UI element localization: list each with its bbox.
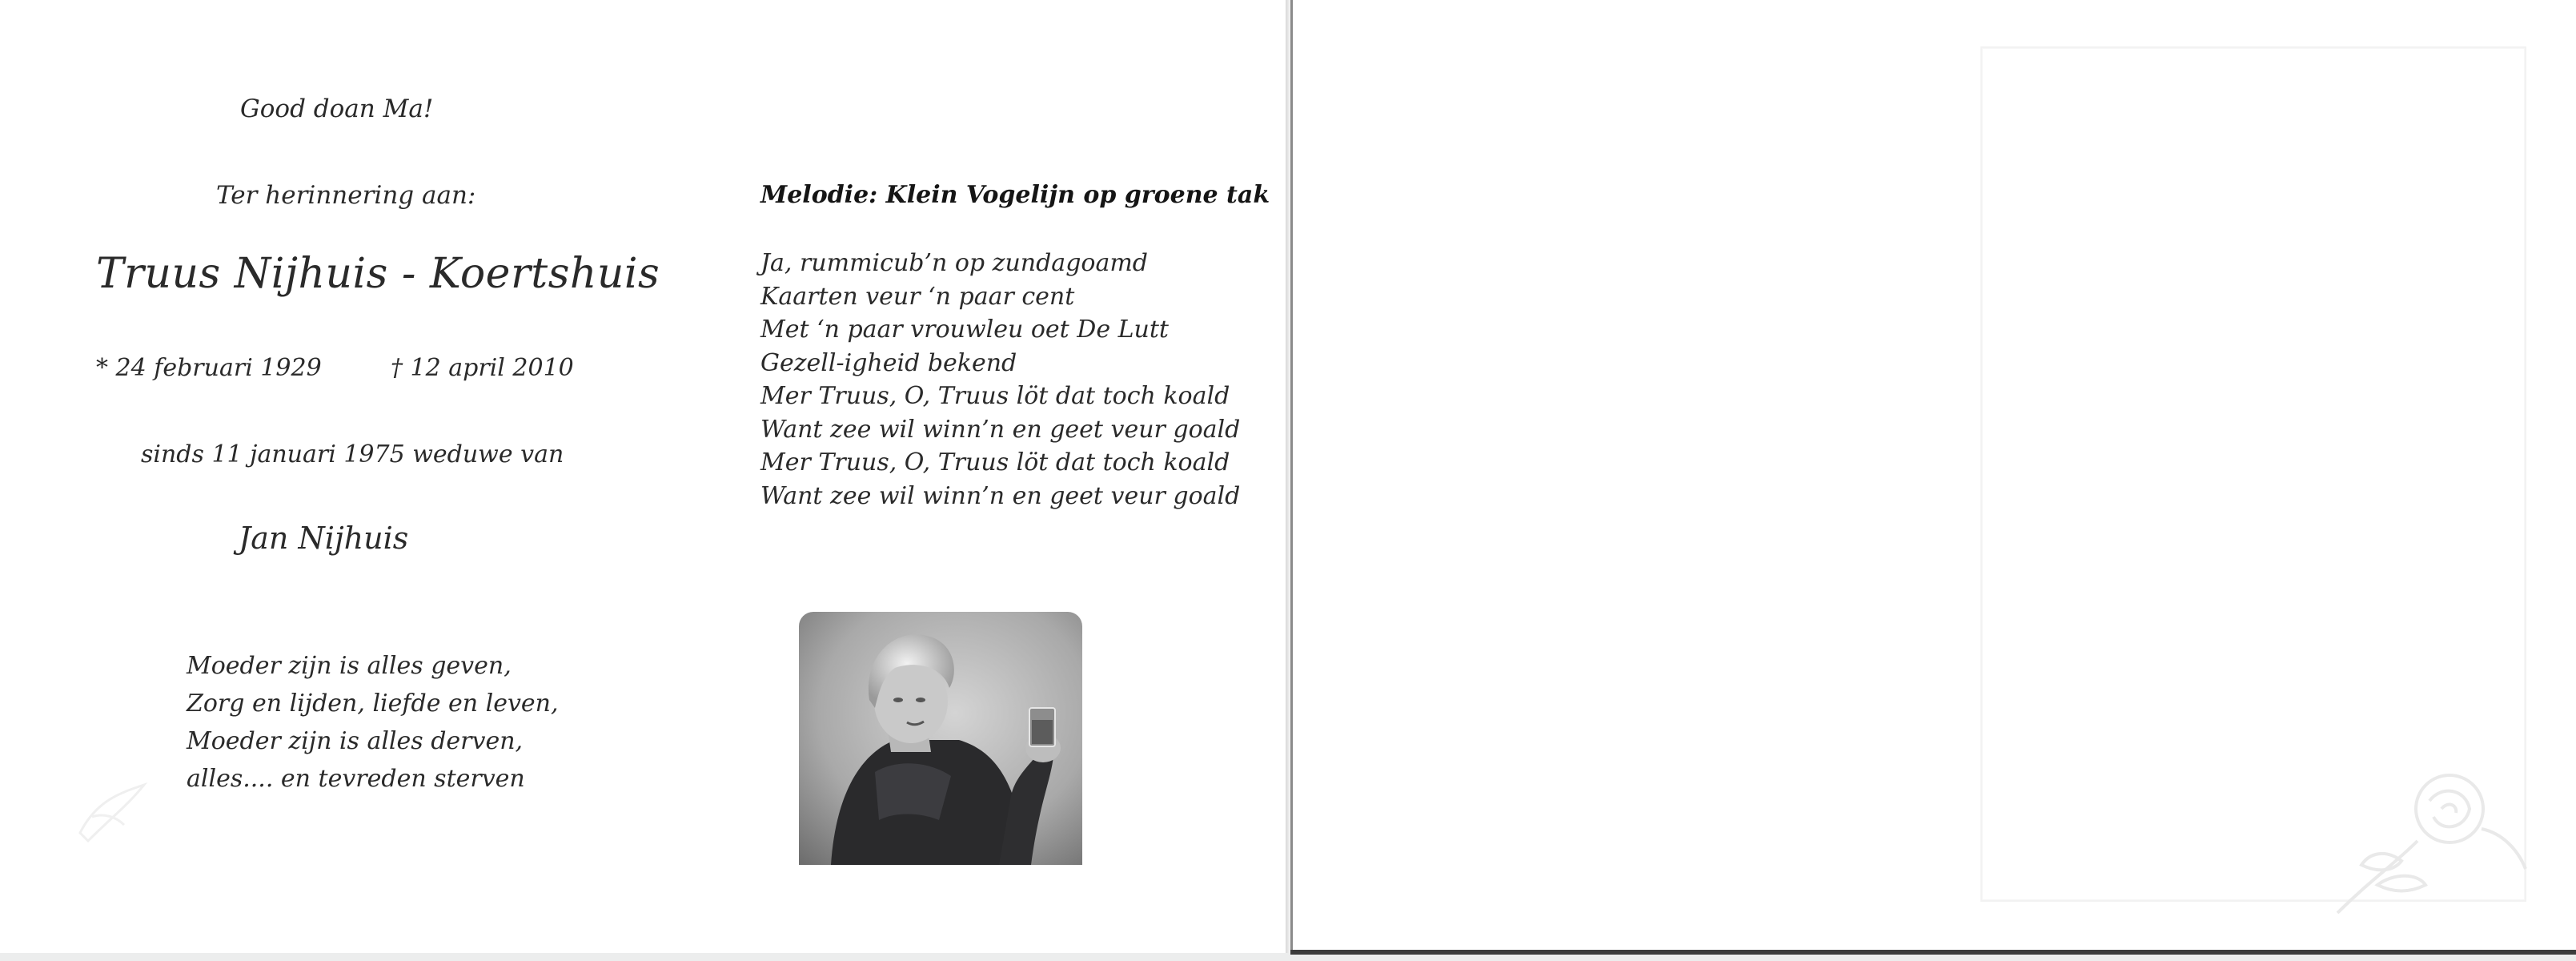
song-line: Want zee wil winn’n en geet veur goald [760,415,1241,444]
poem-line: Moeder zijn is alles derven, [187,727,524,755]
poem-line: Zorg en lijden, liefde en leven, [187,690,559,718]
widow-line: sinds 11 januari 1975 weduwe van [141,440,564,468]
poem-line: Moeder zijn is alles geven, [187,652,512,680]
song-lyrics [760,247,1240,513]
husband-name: Jan Nijhuis [239,521,409,556]
portrait-photo [799,612,1082,865]
page-edge-shadow [1290,950,2576,955]
death-date: † 12 april 2010 [391,354,574,382]
poem-line: alles.... en tevreden sterven [187,765,525,793]
birth-date: * 24 februari 1929 [96,354,322,382]
poem [187,647,559,798]
song-line: Mer Truus, O, Truus löt dat toch koald [760,382,1230,410]
embossed-ornament-icon [72,769,160,849]
melody-heading: Melodie: Klein Vogelijn op groene tak [760,181,1270,209]
embossed-rose-icon [2329,753,2538,921]
song-line: Want zee wil winn’n en geet veur goald [760,481,1241,510]
song-line: Gezell-igheid bekend [760,348,1017,377]
left-page [0,0,1286,953]
deceased-name: Truus Nijhuis - Koertshuis [96,250,660,298]
in-memory-heading: Ter herinnering aan: [216,181,476,210]
greeting: Good doan Ma! [240,94,434,123]
song-line: Mer Truus, O, Truus löt dat toch koald [760,448,1230,476]
song-line: Kaarten veur ‘n paar cent [760,282,1075,311]
song-line: Met ‘n paar vrouwleu oet De Lutt [760,316,1169,344]
song-line: Ja, rummicub’n op zundagoamd [760,249,1148,277]
